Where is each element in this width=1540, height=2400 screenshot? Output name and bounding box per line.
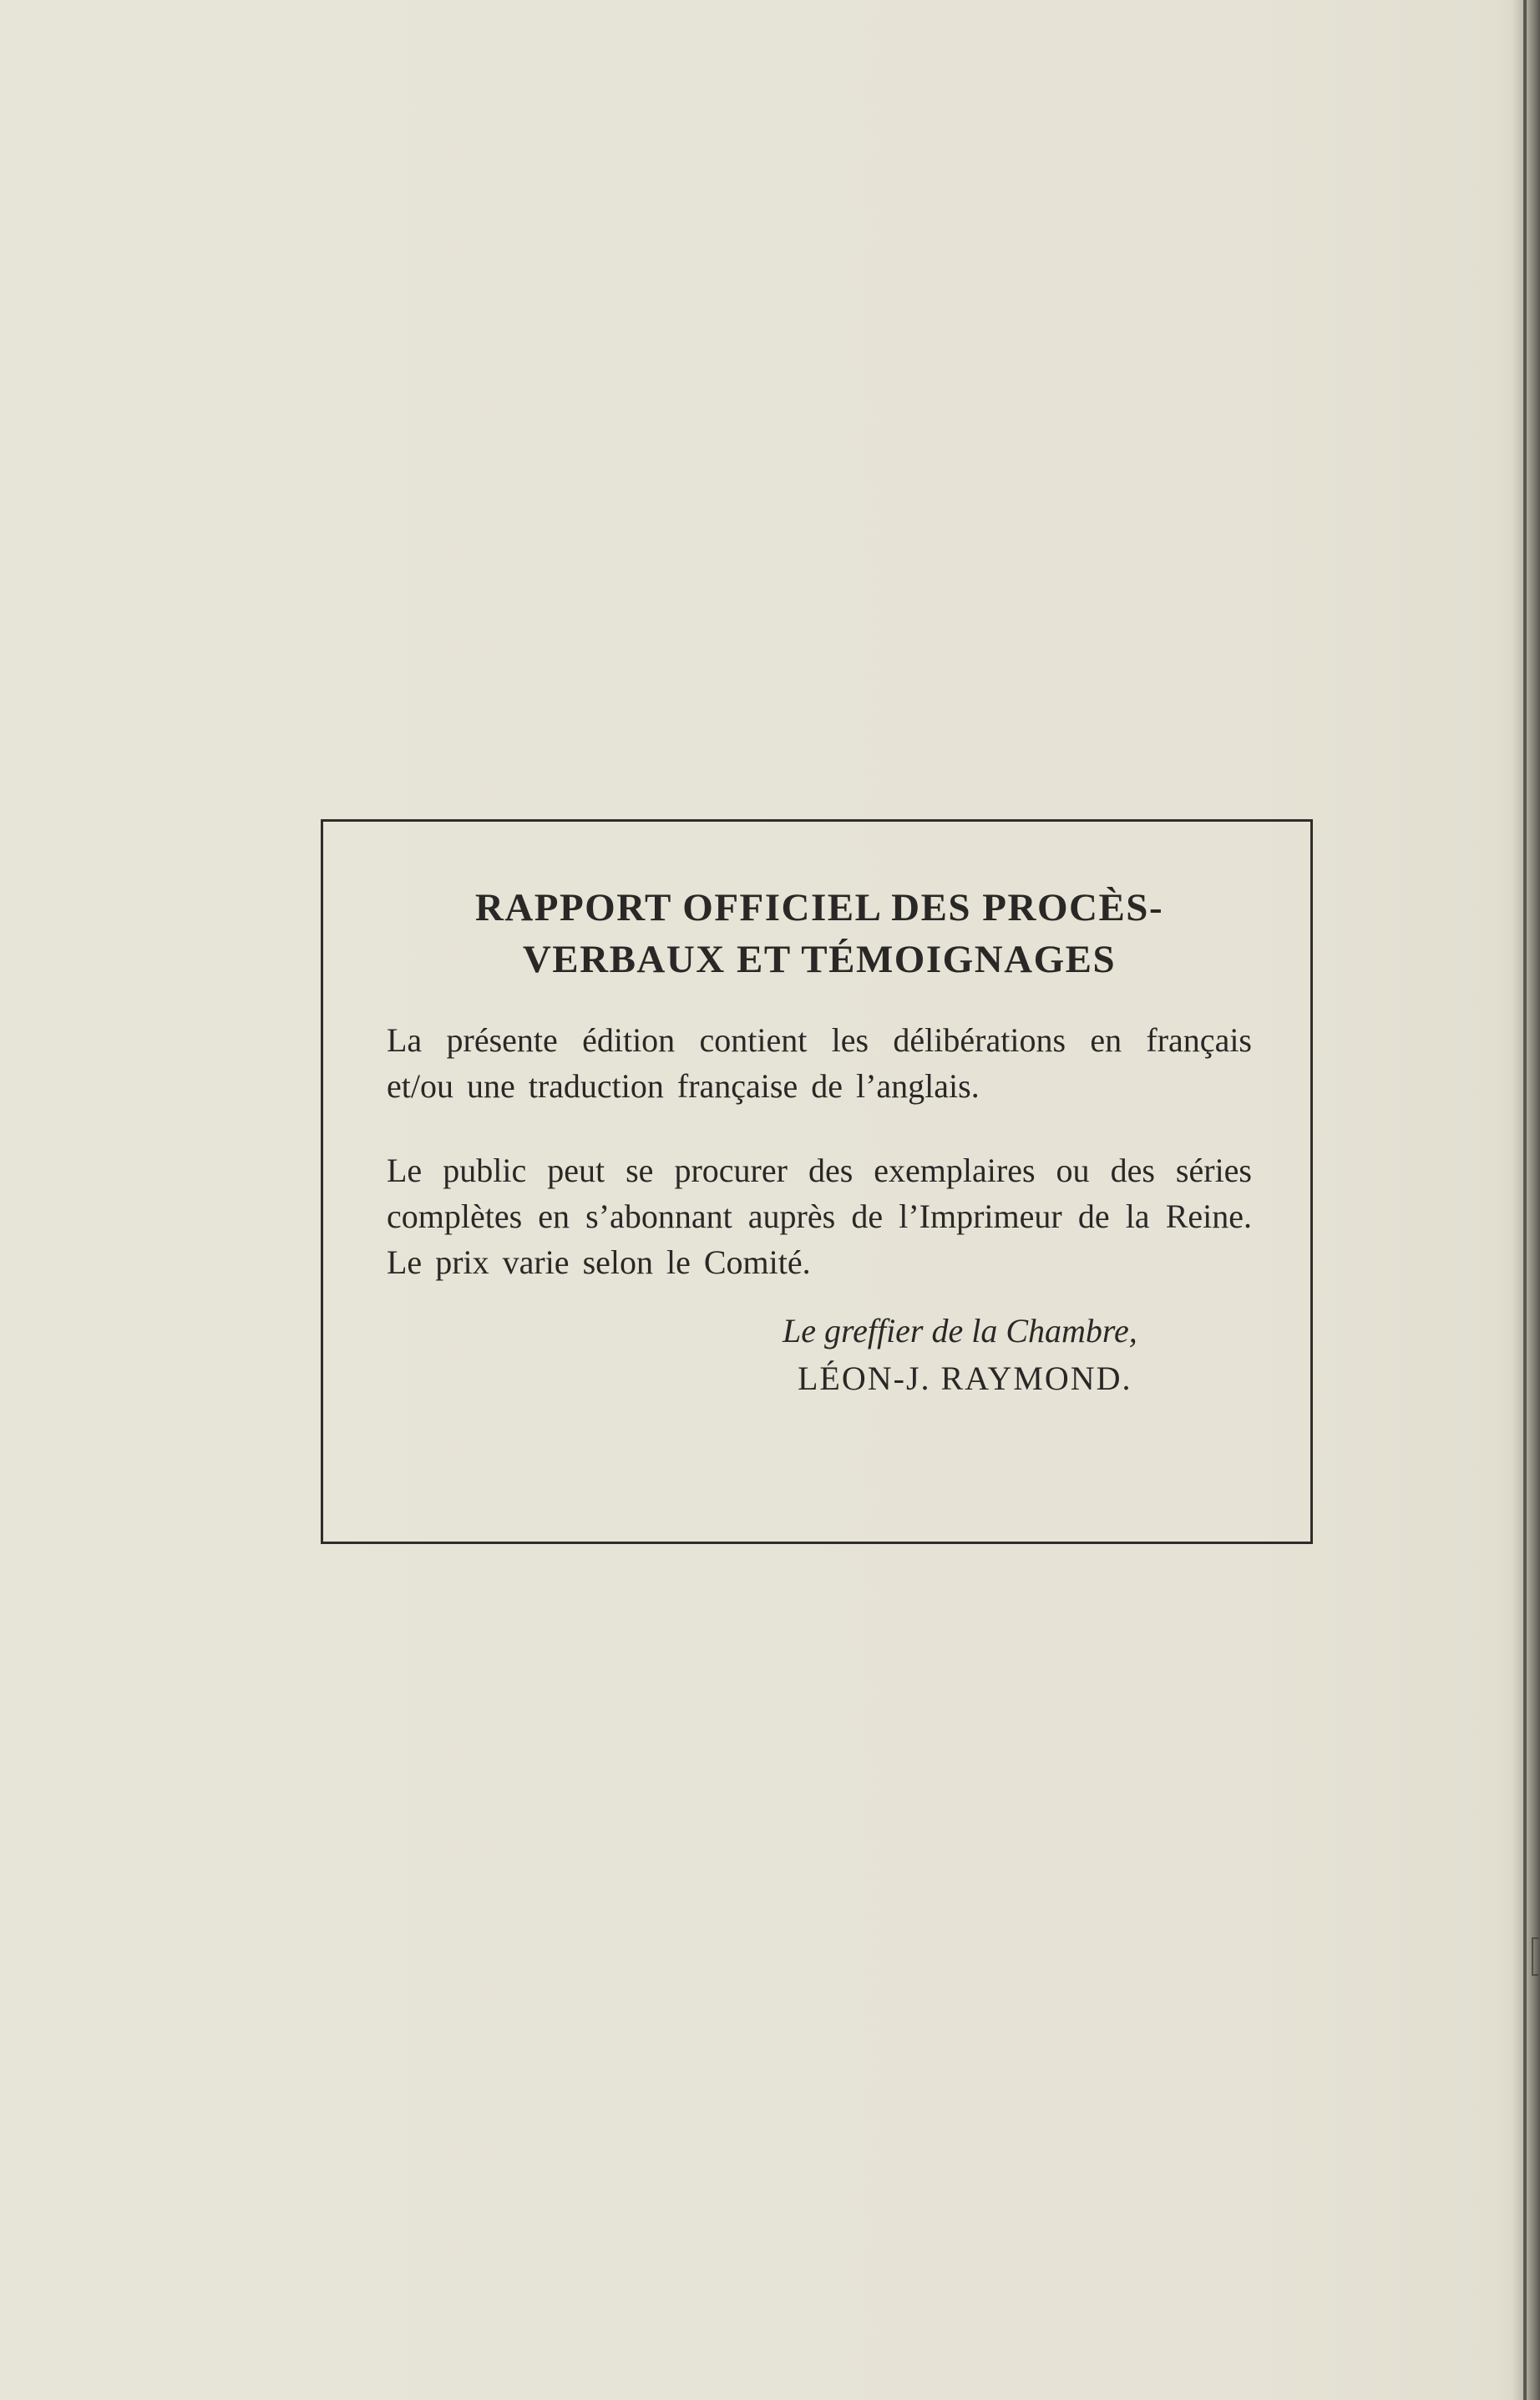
signature-name: LÉON-J. RAYMOND.: [798, 1359, 1132, 1397]
notice-title-line-2: VERBAUX ET TÉMOIGNAGES: [522, 938, 1117, 981]
signature-block: [387, 1307, 1252, 1402]
notice-title-line-1: RAPPORT OFFICIEL DES PROCÈS-: [474, 886, 1164, 929]
page-spine-edge: [1523, 0, 1527, 2400]
notice-box: [321, 819, 1313, 1544]
notice-paragraph-subscription: Le public peut se procurer des exemplaires ou des séries complètes en s’abonnant auprès de l’Imprimeur de la Reine. Le prix varie selon le Comité.: [387, 1152, 1252, 1281]
signature-role: Le greffier de la Chambre,: [783, 1312, 1137, 1349]
notice-paragraph-edition: La présente édition contient les délibérations en français et/ou une traduction française de l’anglais.: [387, 1021, 1252, 1105]
notice-title: [387, 882, 1252, 985]
page-edge-mark: [1532, 1937, 1538, 1976]
